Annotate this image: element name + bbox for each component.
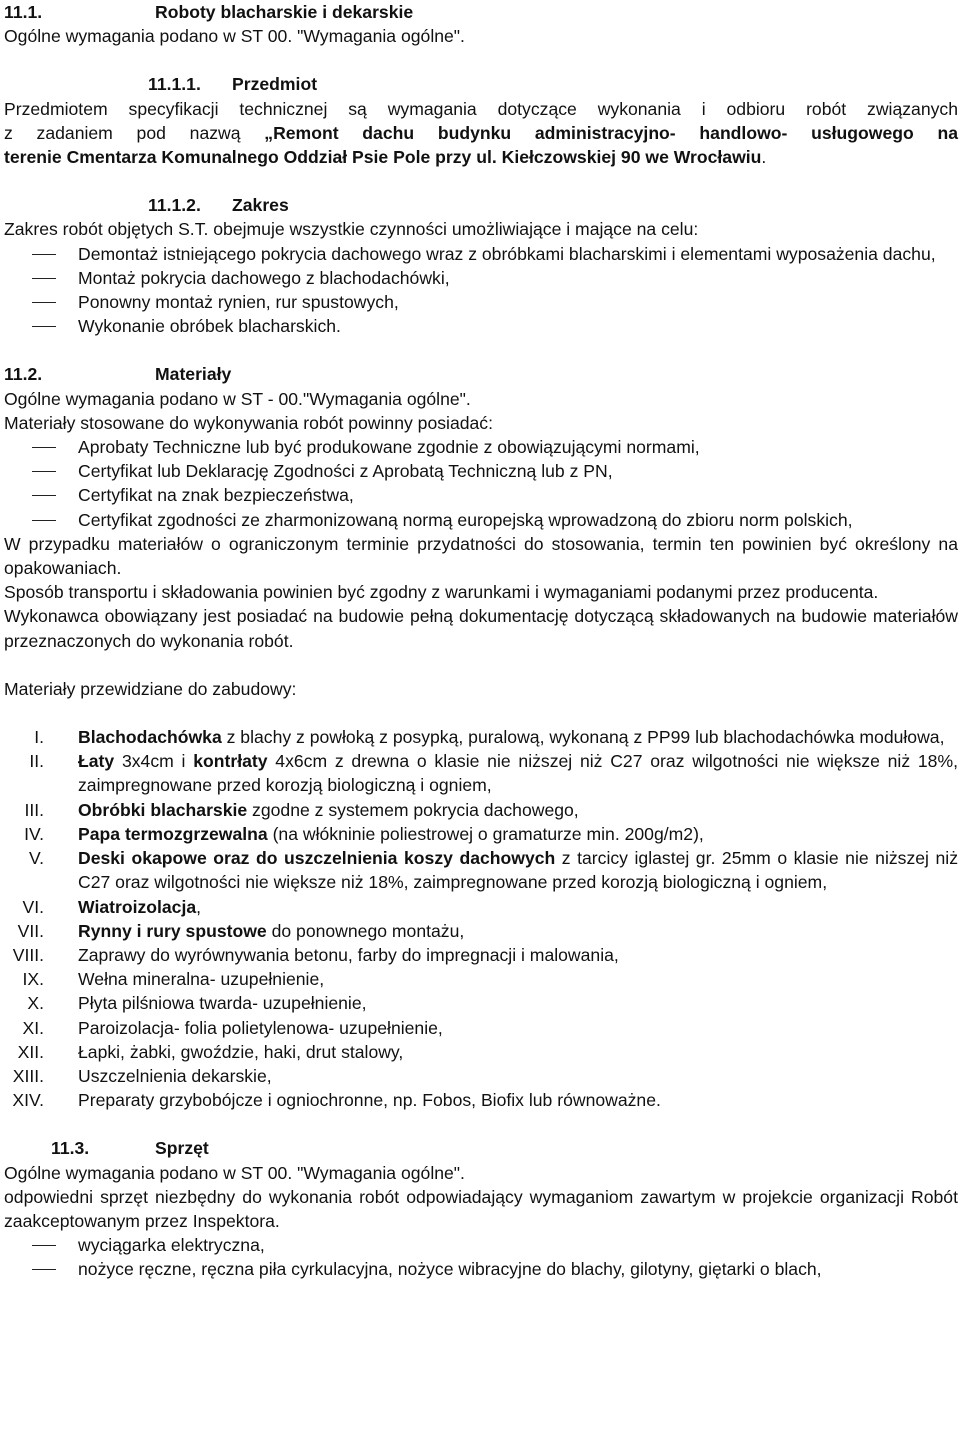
materials-list-heading: Materiały przewidziane do zabudowy: [4, 678, 297, 699]
dash-bullet-icon [32, 447, 56, 448]
paragraph-transport: Sposób transportu i składowania powinien być zgodny z warunkami i wymaganiami podanymi przez producenta. [4, 582, 879, 603]
equipment-paragraph: odpowiedni sprzęt niezbędny do wykonania robót odpowiadający wymaganiom zawartym w projekcie organizacji Robót zaakceptowanym przez Inspektora. [4, 1186, 958, 1231]
scope-list [4, 242, 958, 339]
list-item: nożyce ręczne, ręczna piła cyrkulacyjna, nożyce wibracyjne do blachy, gilotyny, giętarki o blach, [4, 1257, 958, 1281]
subsection-title: Zakres [232, 195, 289, 216]
document-page [4, 0, 958, 1282]
paragraph-documentation: Wykonawca obowiązany jest posiadać na budowie pełną dokumentację dotyczącą składowanych na budowie materiałów przeznaczonych do wykonania robót. [4, 606, 958, 651]
list-item: X. Płyta pilśniowa twarda- uzupełnienie, [27, 993, 367, 1014]
list-item: Certyfikat zgodności ze zharmonizowaną normą europejską wprowadzoną do zbioru norm polskich, [4, 508, 958, 532]
subsection-number: 11.1.2. [148, 195, 201, 216]
list-item: XIV. Preparaty grzybobójcze i ogniochronne, np. Fobos, Biofix lub równoważne. [12, 1090, 661, 1111]
list-item: Aprobaty Techniczne lub być produkowane zgodnie z obowiązującymi normami, [4, 435, 958, 459]
subsection-number: 11.1.1. [148, 74, 201, 95]
materials-list [4, 725, 958, 1112]
list-item: Demontaż istniejącego pokrycia dachowego wraz z obróbkami blacharskimi i elementami wyposażenia dachu, [4, 242, 958, 266]
general-requirements-note: Ogólne wymagania podano w ST 00. "Wymagania ogólne". [4, 26, 465, 47]
requirements-list [4, 435, 958, 532]
dash-bullet-icon [32, 278, 56, 279]
subsection-title: Przedmiot [232, 74, 318, 95]
section-heading-11-2 [4, 362, 958, 386]
list-item: IX. Wełna mineralna- uzupełnienie, [22, 969, 325, 990]
section-heading-11-3 [4, 1136, 958, 1160]
dash-bullet-icon [32, 254, 56, 255]
section-number: 11.2. [4, 364, 43, 385]
list-item: Wykonanie obróbek blacharskich. [4, 314, 958, 338]
list-item: VI. Wiatroizolacja, [22, 896, 202, 917]
subsection-heading-11-1-2 [4, 193, 958, 217]
list-item: XIII. Uszczelnienia dekarskie, [12, 1065, 272, 1086]
list-item: Ponowny montaż rynien, rur spustowych, [4, 290, 958, 314]
list-item: V. Deski okapowe oraz do uszczelnienia koszy dachowych z tarcicy iglastej gr. 25mm o klasie nie niższej niż C27 oraz wilgotności nie większe niż 18%, zaimpregnowane przed korozją biologiczną i ogniem, [28, 848, 958, 893]
dash-bullet-icon [32, 1245, 56, 1246]
section-title: Roboty blacharskie i dekarskie [155, 2, 414, 22]
section-number: 11.1. [4, 2, 43, 22]
dash-bullet-icon [32, 326, 56, 327]
list-item: III. Obróbki blacharskie zgodne z systemem pokrycia dachowego, [24, 799, 579, 820]
list-item: Certyfikat na znak bezpieczeństwa, [4, 483, 958, 507]
list-item: I. Blachodachówka z blachy z powłoką z posypką, puralową, wykonaną z PP99 lub blachodachówka modułowa, [34, 727, 945, 748]
list-item: VII. Rynny i rury spustowe do ponownego montażu, [17, 920, 465, 941]
list-item: Montaż pokrycia dachowego z blachodachówki, [4, 266, 958, 290]
subsection-heading-11-1-1 [4, 72, 958, 96]
dash-bullet-icon [32, 1269, 56, 1270]
section-title: Sprzęt [155, 1138, 209, 1159]
list-item: VIII. Zaprawy do wyrównywania betonu, farby do impregnacji i malowania, [12, 944, 619, 965]
section-number: 11.3. [51, 1138, 90, 1159]
list-item: II. Łaty 3x4cm i kontrłaty 4x6cm z drewna o klasie nie niższej niż C27 oraz wilgotności nie większe niż 18%, zaimpregnowane przed korozją biologiczną i ogniem, [29, 751, 958, 796]
scope-intro: Zakres robót objętych S.T. obejmuje wszystkie czynności umożliwiające i mające na celu: [4, 219, 699, 240]
dash-bullet-icon [32, 302, 56, 303]
dash-bullet-icon [32, 495, 56, 496]
list-item: XII. Łapki, żabki, gwoździe, haki, drut stalowy, [17, 1041, 404, 1062]
subject-line-1: Przedmiotem specyfikacji technicznej są wymagania dotyczące wykonania i odbioru robót związanych [4, 98, 958, 119]
equipment-list [4, 1233, 958, 1281]
list-item: Certyfikat lub Deklarację Zgodności z Aprobatą Techniczną lub z PN, [4, 459, 958, 483]
list-item: XI. Paroizolacja- folia polietylenowa- uzupełnienie, [22, 1017, 443, 1038]
list-item: IV. Papa termozgrzewalna (na włókninie poliestrowej o gramaturze min. 200g/m2), [24, 823, 704, 844]
subject-line-3: terenie Cmentarza Komunalnego Oddział Psie Pole przy ul. Kiełczowskiej 90 we Wrocławiu. [4, 147, 767, 168]
project-name-part-1: „Remont dachu budynku administracyjno- handlowo- usługowego na [264, 122, 958, 143]
paragraph-shelf-life: W przypadku materiałów o ograniczonym terminie przydatności do stosowania, termin ten powinien być określony na opakowaniach. [4, 533, 958, 579]
general-requirements-note: Ogólne wymagania podano w ST 00. "Wymagania ogólne". [4, 1162, 465, 1183]
materials-intro: Materiały stosowane do wykonywania robót powinny posiadać: [4, 412, 493, 433]
dash-bullet-icon [32, 520, 56, 521]
subject-line-2: z zadaniem pod nazwą „Remont dachu budynku administracyjno- handlowo- usługowego na [4, 122, 958, 143]
project-name-part-2: terenie Cmentarza Komunalnego Oddział Psie Pole przy ul. Kiełczowskiej 90 we Wrocławiu [4, 147, 762, 168]
list-item: wyciągarka elektryczna, [4, 1233, 958, 1257]
dash-bullet-icon [32, 471, 56, 472]
section-title: Materiały [155, 364, 232, 385]
section-heading-11-1 [4, 0, 958, 24]
general-requirements-note: Ogólne wymagania podano w ST - 00."Wymagania ogólne". [4, 388, 471, 409]
